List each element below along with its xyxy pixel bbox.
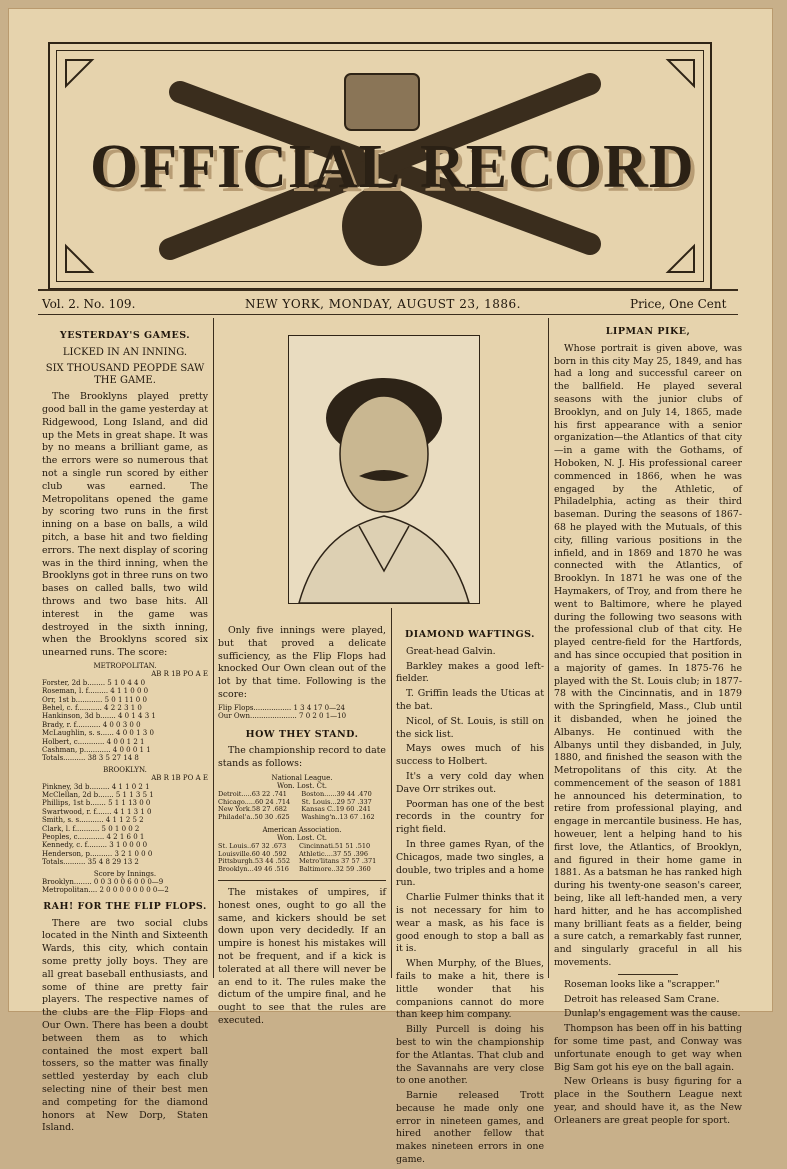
news-item: New Orleans is busy figuring for a place in the Southern League next year, and should have it, as the New Orleaners are great people for sport. <box>554 1076 742 1126</box>
standings-cell: Philadel'a..50 30 .625 <box>218 813 290 822</box>
masthead-title-left: OFFICIAL <box>90 133 402 201</box>
news-item: Poorman has one of the best records in the country for right field. <box>396 798 544 836</box>
box-score-metropolitan <box>42 679 208 755</box>
news-item: Billy Purcell is doing his best to win the championship for the Atlantas. That club and the Savannahs are very close to one another. <box>396 1024 544 1087</box>
line-score: Our Own..................... 7 0 2 0 1—10 <box>218 712 347 721</box>
section-heading: HOW THEY STAND. <box>245 728 359 740</box>
box-score-row: Kennedy, c. f......... 3 1 0 0 0 0 <box>42 841 148 850</box>
box-score-brooklyn <box>42 783 208 859</box>
standings-cell: Chicago.....60 24 .714 <box>218 797 291 806</box>
news-item: Nicol, of St. Louis, is still on the sick list. <box>396 715 544 740</box>
volume-number: Vol. 2. No. 109. <box>42 297 136 311</box>
news-items <box>554 979 742 1128</box>
article-text: There are two social clubs located in the Ninth and Sixteenth Wards, this city, which contain some pretty jolly boys. They are all great baseball enthusiasts, and some of thine are pretty fair players. The respective names of the clubs are the Flip Flops and Our Own. There has been a doubt between them as to which contained the most expert ball tossers, so the matter was finally settled yesterday by each club selecting nine of their best men and competing for the diamond honors at New Dorp, Staten Island. <box>42 917 208 1134</box>
news-item: T. Griffin leads the Uticas at the bat. <box>396 688 544 712</box>
standings-cell: Louisville.60 40 .592 <box>218 849 287 858</box>
standings-cell: Pittsburgh.53 44 .552 <box>218 857 291 866</box>
catcher-mask-icon <box>345 74 419 130</box>
news-item: Mays owes much of his success to Holbert. <box>396 743 544 768</box>
standings-cell: New York.58 27 .682 <box>218 805 288 814</box>
standings-cell: Brooklyn...49 46 .516 <box>218 865 289 874</box>
box-score-row: Swartwood, r. f....... 4 1 1 3 1 0 <box>42 807 152 816</box>
box-score-row: Smith, s. s........... 4 1 1 2 5 2 <box>42 816 144 825</box>
news-item: Roseman looks like a "scrapper." <box>564 978 720 990</box>
column-flip-flops-standings <box>218 625 386 1030</box>
column-yesterdays-games <box>42 326 208 1137</box>
box-score-row: Behel, c. f........... 4 2 2 3 1 0 <box>42 703 142 712</box>
box-score-title: BROOKLYN. <box>103 765 147 774</box>
score-by-innings-title: Score by Innings. <box>93 869 157 878</box>
divider <box>618 974 678 975</box>
masthead-title-right: RECORD <box>420 133 695 201</box>
divider <box>218 880 386 881</box>
standings-row <box>218 814 386 822</box>
box-score-header: AB R 1B PO A E <box>151 670 208 679</box>
news-item: Charlie Fulmer thinks that it is not necessary for him to wear a mask, as his face is good enough to stop a ball as it is. <box>396 892 544 955</box>
standings-row <box>218 866 386 874</box>
section-heading: YESTERDAY'S GAMES. <box>59 330 191 341</box>
price: Price, One Cent <box>630 297 727 311</box>
news-item: In three games Ryan, of the Chicagos, made two singles, a double, two triples and a home run. <box>396 838 544 889</box>
national-league-standings <box>218 791 386 822</box>
news-item: Great-head Galvin. <box>406 645 496 657</box>
box-score-row: Brady, r. f........... 4 0 0 3 0 0 <box>42 720 141 729</box>
box-score-row: Hankinson, 3d b....... 4 0 1 4 3 1 <box>42 712 156 721</box>
section-heading: LIPMAN PIKE, <box>605 326 691 337</box>
article-text: Only five innings were played, but that proved a delicate sufficiency, as the Flip Flops had knocked Our Own clean out of the lot by that time. Following is the score: <box>218 625 386 700</box>
standings-cell: Washing'n..13 67 .162 <box>301 813 375 822</box>
article-text: The championship record to date stands as follows: <box>218 745 386 770</box>
box-score-totals: Totals.......... 38 3 5 27 14 8 <box>42 754 139 763</box>
standings-cell: St. Louis...29 57 .337 <box>301 797 372 806</box>
headline: SIX THOUSAND PEOPDE SAW THE GAME. <box>45 362 205 387</box>
american-association-standings <box>218 843 386 874</box>
standings-cell: Metro'litans 37 57 .371 <box>299 857 377 866</box>
box-score-row: Henderson, p.......... 3 2 1 0 0 0 <box>42 849 153 858</box>
standings-cell: Baltimore..32 59 .360 <box>299 865 371 874</box>
box-score-row: Pinkney, 3d b......... 4 1 1 0 2 1 <box>42 782 150 791</box>
box-score-row: Holbert, c............ 4 0 0 1 2 1 <box>42 737 145 746</box>
column-diamond-waftings <box>396 625 544 1169</box>
inning-score-row: Metropolitan.... 2 0 0 0 0 0 0 0 0—2 <box>42 886 169 895</box>
box-score-row: Orr, 1st b............ 5 0 1 11 0 0 <box>42 695 147 704</box>
newspaper-page <box>8 8 773 1166</box>
news-item: Detroit has released Sam Crane. <box>564 993 720 1005</box>
section-heading: RAH! FOR THE FLIP FLOPS. <box>43 900 207 912</box>
news-item: Thompson has been off in his batting for some time past, and Conway was unfortunate enough to get way when Big Sam got his eye on the ball again. <box>554 1023 742 1073</box>
portrait-of-lipman-pike-icon <box>289 336 479 603</box>
column-divider <box>391 608 392 978</box>
box-score-row: Peoples, c............ 4 2 1 6 0 1 <box>42 833 145 842</box>
standings-cell: Athletic....37 55 .396 <box>299 849 369 858</box>
box-score-row: McClellan, 2d b....... 5 1 1 3 5 1 <box>42 791 154 800</box>
box-score-row: McLaughlin, s. s...... 4 0 0 1 3 0 <box>42 729 154 738</box>
box-score-row: Phillips, 1st b....... 5 1 1 13 0 0 <box>42 799 151 808</box>
standings-cell: Kansas C..19 60 .241 <box>301 805 371 814</box>
standings-title: American Association. <box>262 825 342 834</box>
headline: LICKED IN AN INNING. <box>62 346 188 358</box>
box-score-title: METROPOLITAN. <box>93 661 157 670</box>
news-item: Barnie released Trott because he made only one error in nineteen games, and hired another fellow that makes nineteen errors in one game. <box>396 1090 544 1166</box>
article-text: The Brooklyns played pretty good ball in the game yesterday at Ridgewood, Long Island, and did up the Mets in great shape. It was by no means a brilliant game, as the errors were so numerous that not a single run scored by either club was earned. The Metropolitans opened the game by scoring two runs in the first inning on a base on balls, a wild pitch, a base hit and two fielding errors. The next display of scoring was in the third inning, when the Brooklyns got in three runs on two bases on called balls, two wild throws and two base hits. All interest in the game was destroyed in the sixth inning, when the Brooklyns scored six unearned runs. The score: <box>42 391 208 659</box>
box-score-row: Roseman, l. f......... 4 1 1 0 0 0 <box>42 687 149 696</box>
standings-cell: Cincinnati.51 51 .510 <box>299 841 371 850</box>
box-score-row: Clark, l. f........... 5 0 1 0 0 2 <box>42 824 140 833</box>
dateline: NEW YORK, MONDAY, AUGUST 23, 1886. <box>245 297 521 311</box>
column-divider <box>213 318 214 978</box>
line-score: Flip Flops................. 1 3 4 17 0—24 <box>218 703 346 712</box>
box-score-totals: Totals.......... 35 4 8 29 13 2 <box>42 858 139 867</box>
portrait-engraving <box>288 335 480 604</box>
news-item: It's a very cold day when Dave Orr strikes out. <box>396 770 544 795</box>
standings-title: National League. <box>271 773 333 782</box>
masthead <box>48 42 712 290</box>
column-lipman-pike <box>554 322 742 1130</box>
article-text: Whose portrait is given above, was born in this city May 25, 1849, and has had a long and successful career on the ballfield. He played several seasons with the junior clubs of Brooklyn, and on July 14, 1865, made his first appearance with a senior organization—the Atlantics of that city—in a game with the Gothams, of Hoboken, N. J. His professional career commenced in 1866, when he was engaged by the Athletic, of Philadelphia, acting as their third baseman. During the seasons of 1867-68 he played with the Mutuals, of this city, filling various positions in the infield, and in 1869 and 1870 he was connected with the Atlantics, of Brooklyn. In 1871 he was one of the Haymakers, of Troy, and from there he went to Baltimore, where he played during the following two seasons with the professional club of that city. He played centre-field for the Hartfords, and has since occupied that position in a majority of games. In 1875-76 he played with the St. Louis club; in 1877-78 with the Cincinnatis, and in 1879 with the Springfield, Mass., Club until it disbanded, when he joined the Albanys. He continued with the Albanys until they disbanded, in July, 1880, and finished the season with the Metropolitans of this city. At the commencement of the season of 1881 he announced his determination, to retire from professional playing, and engage in mercantile business. He has, howeuer, lent a helping hand to his first love, the Atlantics, of Brooklyn, and figured in their home game in 1881. As a batsman he has ranked high during his twenty-one season's career, being, like all left-handed men, a very hard hitter, and he has accomplished many brilliant feats as a fielder, being a sure catch, a remarkably fast runner, and singularly graceful in all his movements. <box>554 342 742 969</box>
box-score-header: AB R 1B PO A E <box>151 774 208 783</box>
article-text: The mistakes of umpires, if honest ones, ought to go all the same, and kickers should be set down upon very decidedly. If an umpire is honest his mistakes will not be frequent, and if a kick is tolerated at all there will never be an end to it. The rules make the dictum of the umpire final, and he ought to see that the rules are executed. <box>218 886 386 1026</box>
standings-header: Won. Lost. Ct. <box>276 834 327 843</box>
news-item: Dunlap's engagement was the cause. <box>564 1008 741 1020</box>
dateline-rule <box>38 314 738 315</box>
inning-score-row: Brooklyn........ 0 0 3 0 0 6 0 0 0—9 <box>42 878 164 887</box>
box-score-row: Forster, 2d b........ 5 1 0 4 4 0 <box>42 678 146 687</box>
top-rule <box>38 289 738 291</box>
box-score-row: Cashman, p............ 4 0 0 0 1 1 <box>42 745 151 754</box>
news-items <box>396 646 544 1167</box>
section-heading: DIAMOND WAFTINGS. <box>405 629 535 640</box>
score-by-innings <box>42 878 208 895</box>
standings-cell: Detroit.....63 22 .741 <box>218 789 287 798</box>
news-item: When Murphy, of the Blues, fails to make a hit, there is little wonder that his companions cannot do more than keep him company. <box>396 958 544 1021</box>
standings-header: Won. Lost. Ct. <box>276 782 327 791</box>
standings-cell: St. Louis..67 32 .673 <box>218 841 287 850</box>
column-divider <box>548 318 549 978</box>
news-item: Barkley makes a good left-fielder. <box>396 660 544 685</box>
standings-cell: Boston......39 44 .470 <box>301 789 372 798</box>
